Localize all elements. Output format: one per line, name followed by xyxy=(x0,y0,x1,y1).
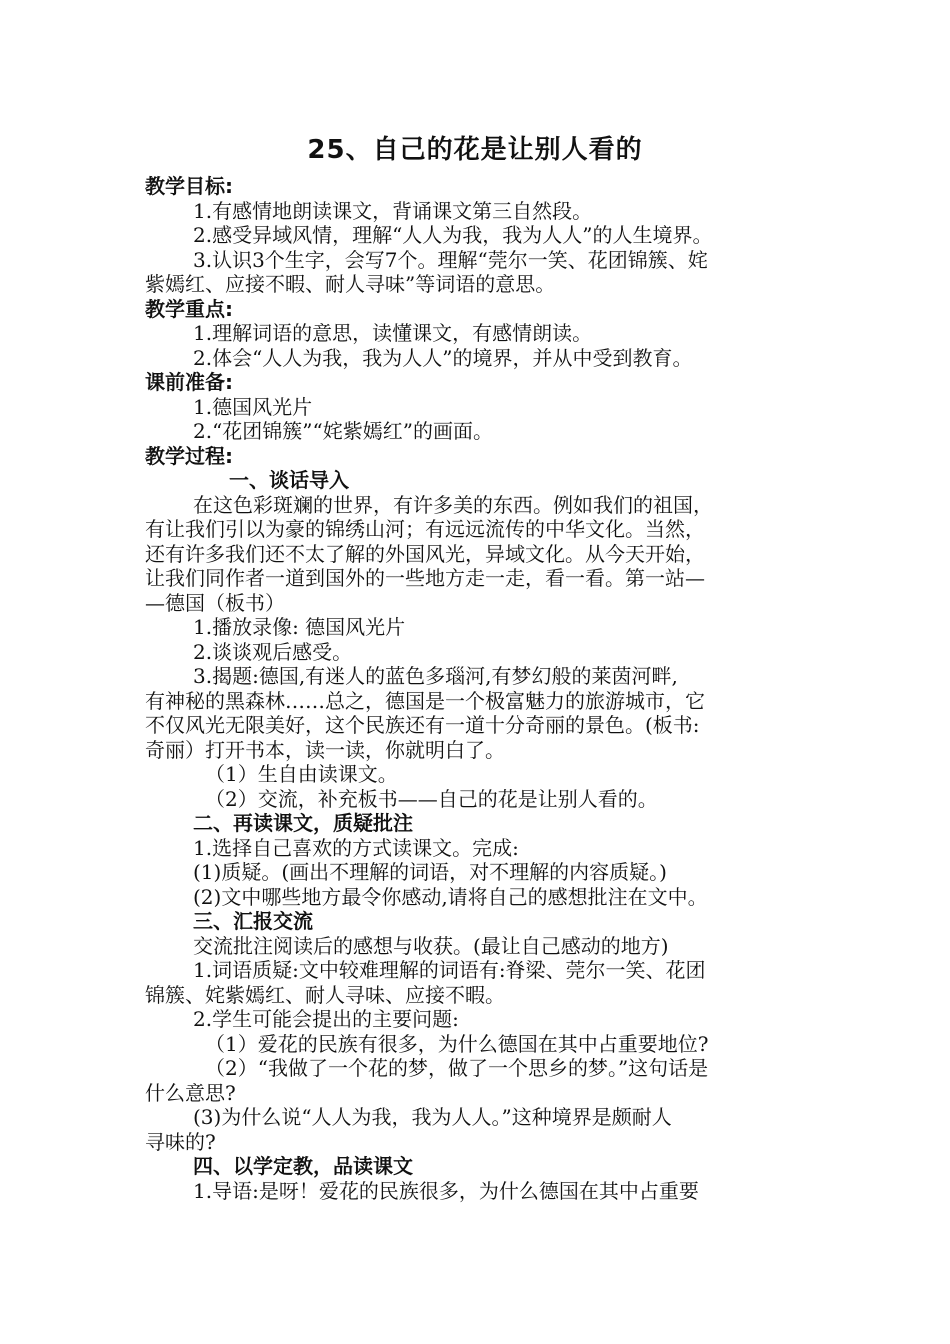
text-line: 1.选择自己喜欢的方式读课文。完成: xyxy=(193,835,519,860)
text-line: 还有许多我们还不太了解的外国风光，异域文化。从今天开始， xyxy=(145,541,705,566)
text-line: （2）“我做了一个花的梦，做了一个思乡的梦。”这句话是 xyxy=(205,1056,709,1080)
text-line: 锦簇、姹紫嫣红、耐人寻味、应接不暇。 xyxy=(145,982,505,1007)
text-line: (1)质疑。(画出不理解的词语，对不理解的内容质疑。) xyxy=(193,860,667,884)
text-line: 2.感受异域风情，理解“人人为我，我为人人”的人生境界。 xyxy=(193,223,713,247)
text-line: 1.词语质疑:文中较难理解的词语有:脊梁、莞尔一笑、花团 xyxy=(193,958,706,982)
text-line: 3.揭题:德国,有迷人的蓝色多瑙河,有梦幻般的莱茵河畔, xyxy=(193,664,678,688)
text-line: 3.认识3个生字，会写7个。理解“莞尔一笑、花团锦簇、姹 xyxy=(193,247,708,272)
text-line: 什么意思? xyxy=(145,1080,236,1105)
text-line: 让我们同作者一道到国外的一些地方走一走，看一看。第一站— xyxy=(145,566,705,590)
text-line: 1.有感情地朗读课文，背诵课文第三自然段。 xyxy=(193,198,593,223)
text-line: (3)为什么说“人人为我，我为人人。”这种境界是颇耐人 xyxy=(193,1105,672,1129)
document-title: 25、自己的花是让别人看的 xyxy=(307,135,643,165)
text-line: 紫嫣红、应接不暇、耐人寻味”等词语的意思。 xyxy=(145,272,556,296)
text-line: （1）爱花的民族有很多，为什么德国在其中占重要地位? xyxy=(205,1031,709,1056)
text-line: 交流批注阅读后的感想与收获。(最让自己感动的地方) xyxy=(193,933,669,958)
text-line: —德国（板书） xyxy=(145,590,285,615)
section-heading: 二、再读课文，质疑批注 xyxy=(193,811,413,835)
document-body xyxy=(145,174,825,1203)
text-line: 1.播放录像: 德国风光片 xyxy=(193,615,406,639)
text-line: 2.学生可能会提出的主要问题: xyxy=(193,1007,459,1031)
section-heading: 课前准备: xyxy=(145,370,233,394)
text-line: 不仅风光无限美好，这个民族还有一道十分奇丽的景色。(板书: xyxy=(145,713,700,737)
text-line: 1.德国风光片 xyxy=(193,394,313,419)
section-heading: 教学重点: xyxy=(145,296,233,321)
text-line: 有让我们引以为豪的锦绣山河；有远远流传的中华文化。当然， xyxy=(145,517,705,541)
text-line: 寻味的? xyxy=(145,1129,216,1154)
section-heading: 教学目标: xyxy=(145,174,233,198)
text-line: 1.理解词语的意思，读懂课文，有感情朗读。 xyxy=(193,321,593,345)
section-heading: 四、以学定教，品读课文 xyxy=(193,1154,413,1178)
section-heading: 教学过程: xyxy=(145,443,233,468)
text-line: （1）生自由读课文。 xyxy=(205,762,398,786)
text-line: 2.体会“人人为我，我为人人”的境界，并从中受到教育。 xyxy=(193,345,693,370)
text-line: 2.“花团锦簇”“姹紫嫣红”的画面。 xyxy=(193,419,493,443)
text-line: 1.导语:是呀！爱花的民族很多，为什么德国在其中占重要 xyxy=(193,1178,699,1203)
text-line: 在这色彩斑斓的世界，有许多美的东西。例如我们的祖国， xyxy=(193,492,713,517)
text-line: 2.谈谈观后感受。 xyxy=(193,639,353,664)
text-line: 奇丽）打开书本，读一读，你就明白了。 xyxy=(145,737,505,762)
text-line: 有神秘的黑森林……总之，德国是一个极富魅力的旅游城市，它 xyxy=(145,688,705,713)
text-line: （2）交流，补充板书——自己的花是让别人看的。 xyxy=(205,786,658,811)
text-line: (2)文中哪些地方最令你感动,请将自己的感想批注在文中。 xyxy=(193,884,708,909)
section-heading: 三、汇报交流 xyxy=(193,909,313,933)
section-heading: 一、谈话导入 xyxy=(229,468,349,492)
